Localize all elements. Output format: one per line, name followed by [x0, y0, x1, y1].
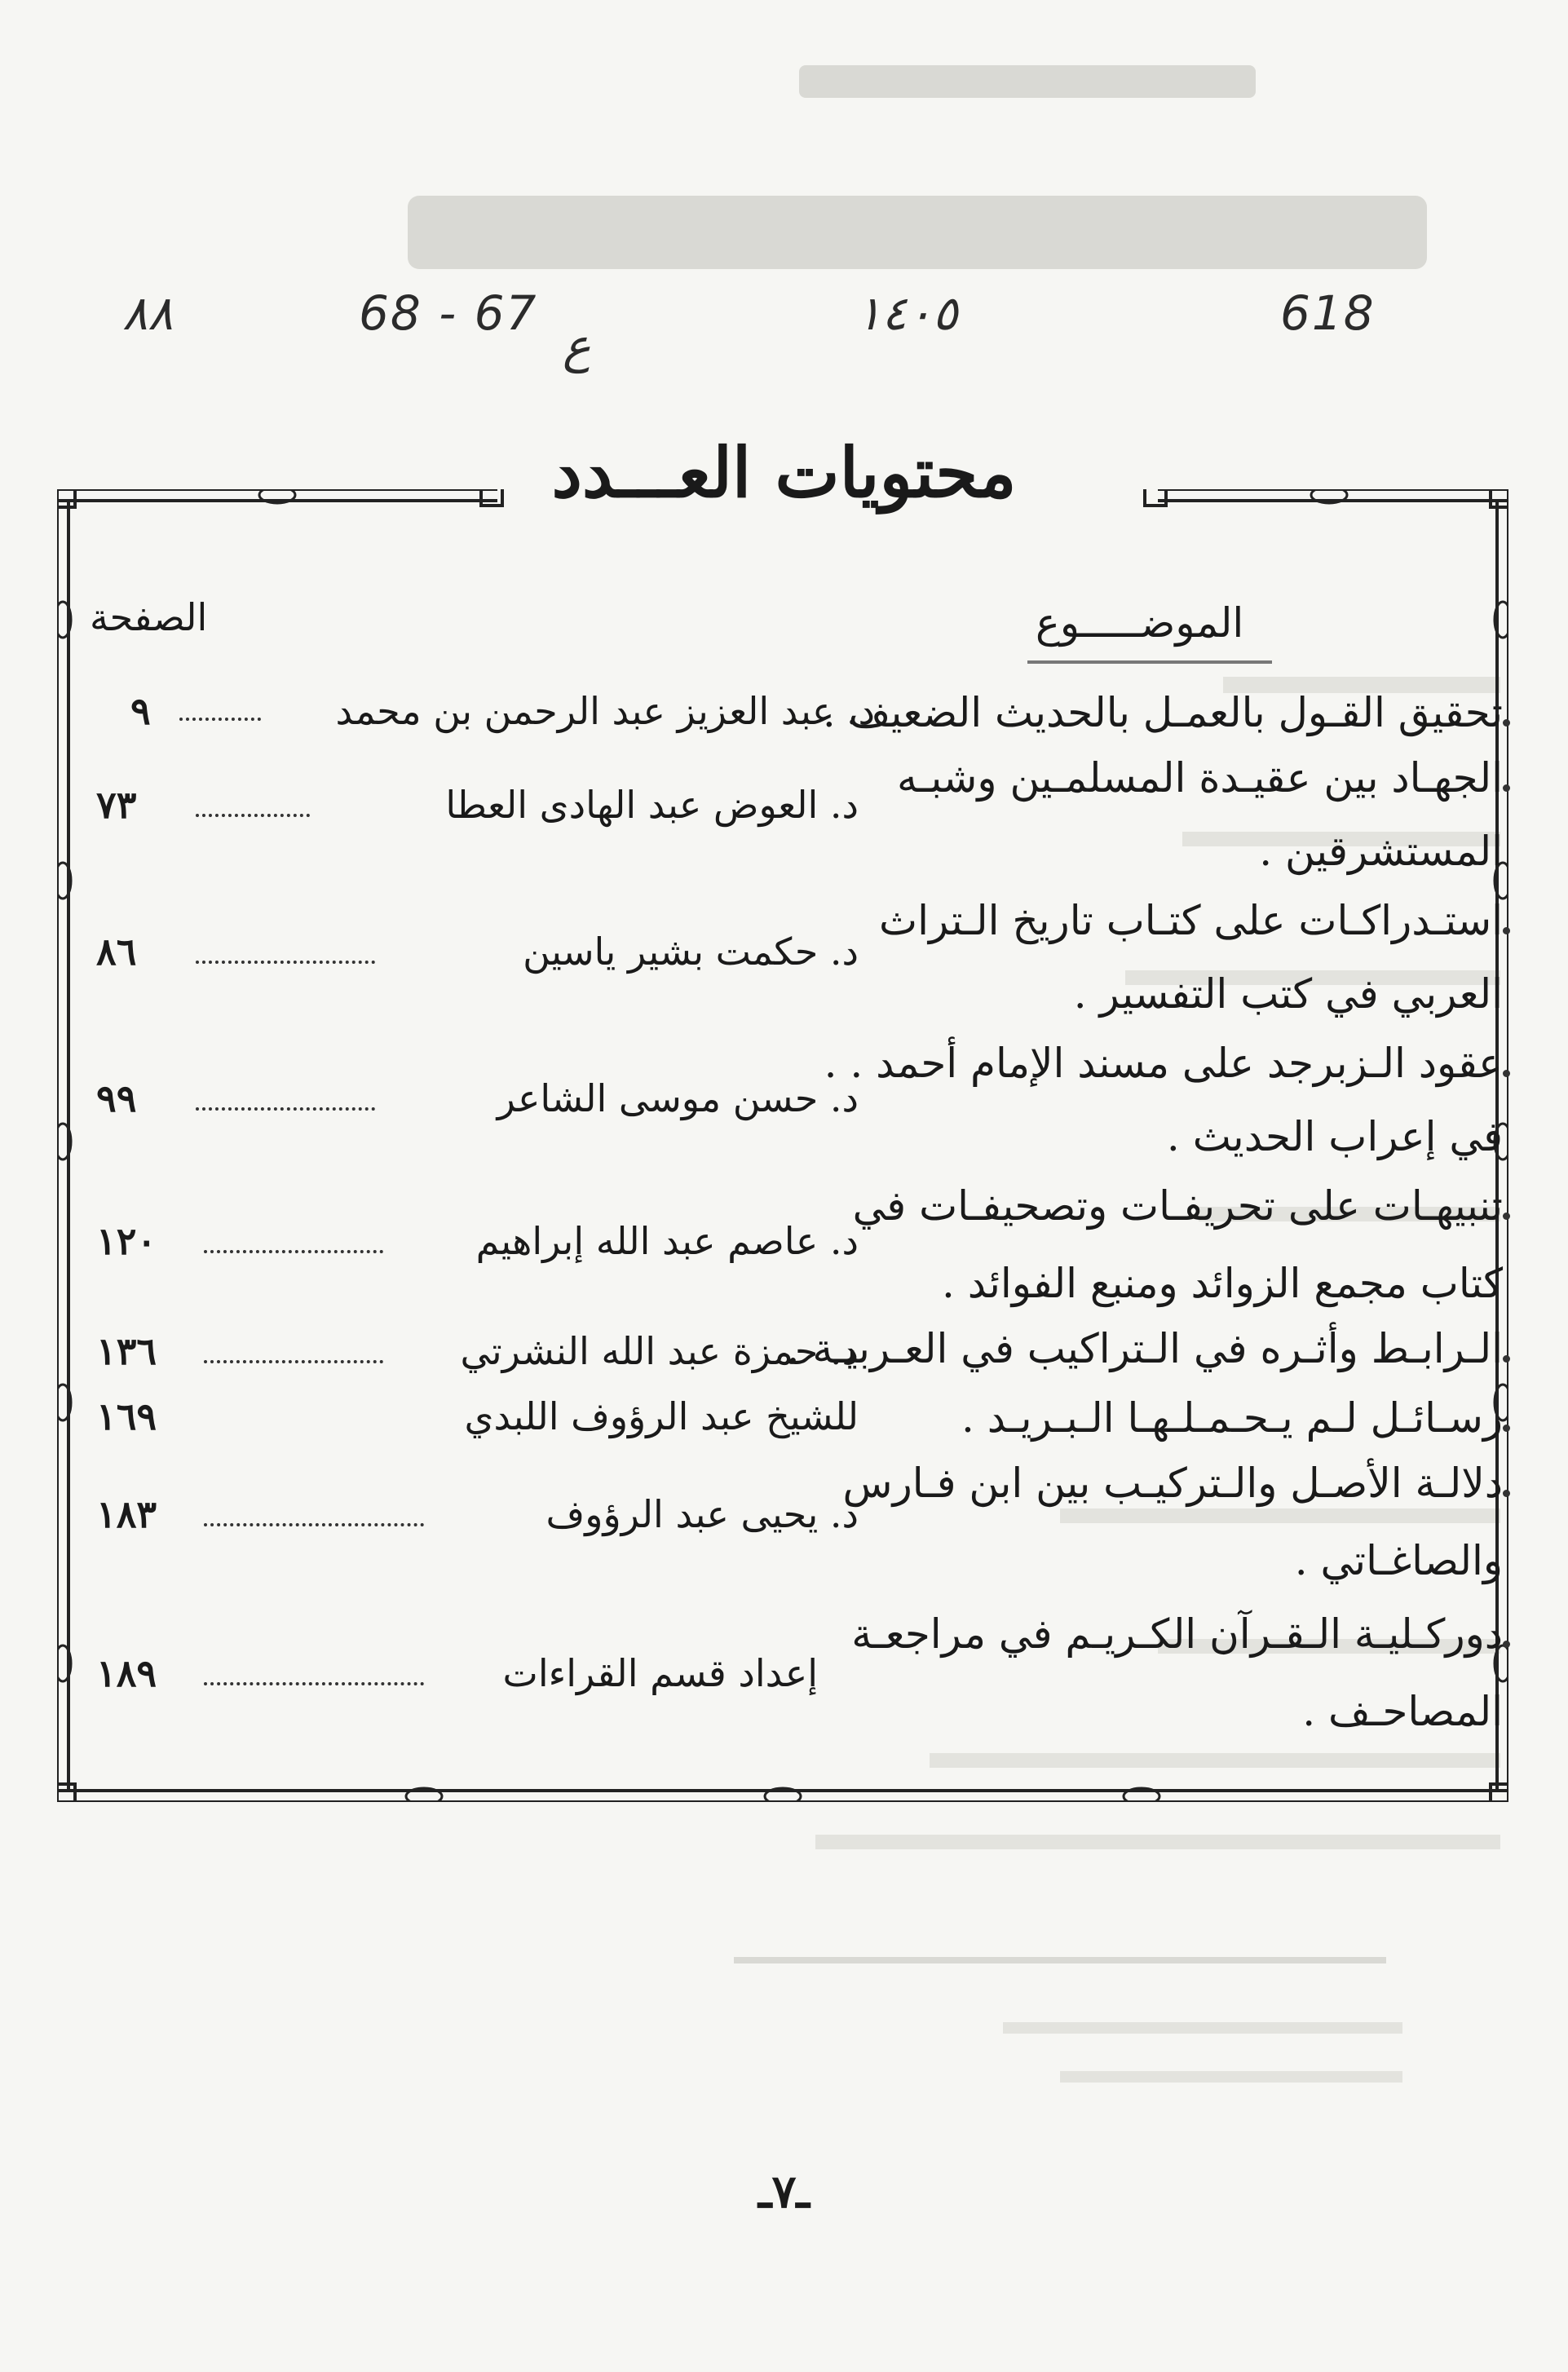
- leader-dots: [196, 1107, 375, 1111]
- entry-page-number: ٩: [130, 689, 151, 733]
- entry-page-number: ١٦٩: [96, 1394, 157, 1438]
- entry-bullet: [1503, 1355, 1510, 1363]
- entry-bullet: [1503, 927, 1510, 934]
- entry-page-number: ١٣٦: [96, 1329, 157, 1373]
- leader-dots: [204, 1250, 383, 1253]
- entry-author: د. حسن موسى الشاعر: [497, 1076, 859, 1120]
- entry-author: د. حكمت بشير ياسين: [523, 930, 859, 974]
- leader-dots: [179, 718, 261, 721]
- entry-page-number: ٨٦: [96, 930, 137, 974]
- entry-title-continuation: العربي في كتب التفسير .: [1073, 970, 1503, 1018]
- entry-author: للشيخ عبد الرؤوف اللبدي: [464, 1394, 859, 1438]
- entry-title: تحقيق القـول بالعمـل بالحديث الضعيف .: [822, 689, 1503, 736]
- entry-bullet: [1503, 784, 1510, 792]
- handwritten-note: ١٤٠٥: [856, 285, 958, 341]
- entry-page-number: ٧٣: [96, 783, 137, 827]
- entry-title: رسـائـل لـم يـحـمـلـهـا الـبـريـد .: [961, 1394, 1503, 1442]
- entry-title-continuation: كتاب مجمع الزوائد ومنبع الفوائد .: [941, 1260, 1503, 1307]
- entry-bullet: [1503, 1425, 1510, 1432]
- entry-title: استـدراكـات على كتـاب تاريخ الـتراث: [879, 897, 1503, 944]
- leader-dots: [196, 961, 375, 964]
- header-rule: [1027, 660, 1272, 664]
- entry-page-number: ١٨٣: [96, 1492, 157, 1536]
- entry-author: إعداد قسم القراءات: [502, 1651, 818, 1695]
- leader-dots: [196, 814, 310, 817]
- entry-title: الجهـاد بين عقيـدة المسلمـين وشبـه: [896, 754, 1503, 802]
- entry-bullet: [1503, 1070, 1510, 1077]
- entry-author: د. العوض عبد الهادى العطا: [445, 783, 859, 827]
- entry-title: تنبيهـات على تحريفـات وتصحيفـات في: [852, 1182, 1503, 1230]
- leader-dots: [204, 1523, 424, 1526]
- entry-title-continuation: في إعراب الحديث .: [1166, 1113, 1503, 1160]
- leader-dots: [204, 1360, 383, 1363]
- page-column-header: الصفحة: [90, 595, 208, 639]
- entry-bullet: [1503, 1641, 1510, 1648]
- entry-author: د. يحيى عبد الرؤوف: [545, 1492, 859, 1536]
- entry-title: دوركـليـة الـقـرآن الكـريـم في مراجعـة: [851, 1610, 1503, 1658]
- entry-title: عقود الـزبرجد على مسند الإمام أحمد . .: [824, 1040, 1503, 1087]
- entry-title: الـرابـط وأثـره في الـتراكيب في العـربيـة .: [786, 1325, 1503, 1372]
- entry-author: د. عاصم عبد الله إبراهيم: [475, 1219, 859, 1263]
- handwritten-note: 68 - 67: [359, 285, 538, 341]
- entry-author: د. حمزة عبد الله النشرتي: [460, 1329, 859, 1373]
- entry-bullet: [1503, 719, 1510, 727]
- entry-title-continuation: المصاحـف .: [1302, 1688, 1503, 1735]
- entry-title-continuation: المستشرقين .: [1259, 828, 1503, 875]
- leader-dots: [204, 1682, 424, 1685]
- handwritten-note: 618: [1280, 285, 1376, 341]
- handwritten-note: ٨٨: [122, 285, 174, 341]
- page-number-footer: ـ٧ـ: [758, 2165, 810, 2219]
- entry-page-number: ١٢٠: [96, 1219, 157, 1263]
- entry-title-continuation: والصاغـاتي .: [1294, 1537, 1503, 1584]
- topic-column-header: الموضـــــوع: [1036, 599, 1244, 647]
- handwritten-note: ع: [563, 318, 591, 373]
- entry-bullet: [1503, 1490, 1510, 1497]
- entry-page-number: ٩٩: [96, 1076, 137, 1120]
- page-title: محتويات العـــدد: [551, 432, 1017, 513]
- entry-author: د. عبد العزيز عبد الرحمن بن محمد: [335, 689, 875, 733]
- entry-page-number: ١٨٩: [96, 1651, 157, 1695]
- entry-bullet: [1503, 1213, 1510, 1220]
- entry-title: دلالـة الأصـل والـتركيـب بين ابن فـارس: [842, 1460, 1503, 1507]
